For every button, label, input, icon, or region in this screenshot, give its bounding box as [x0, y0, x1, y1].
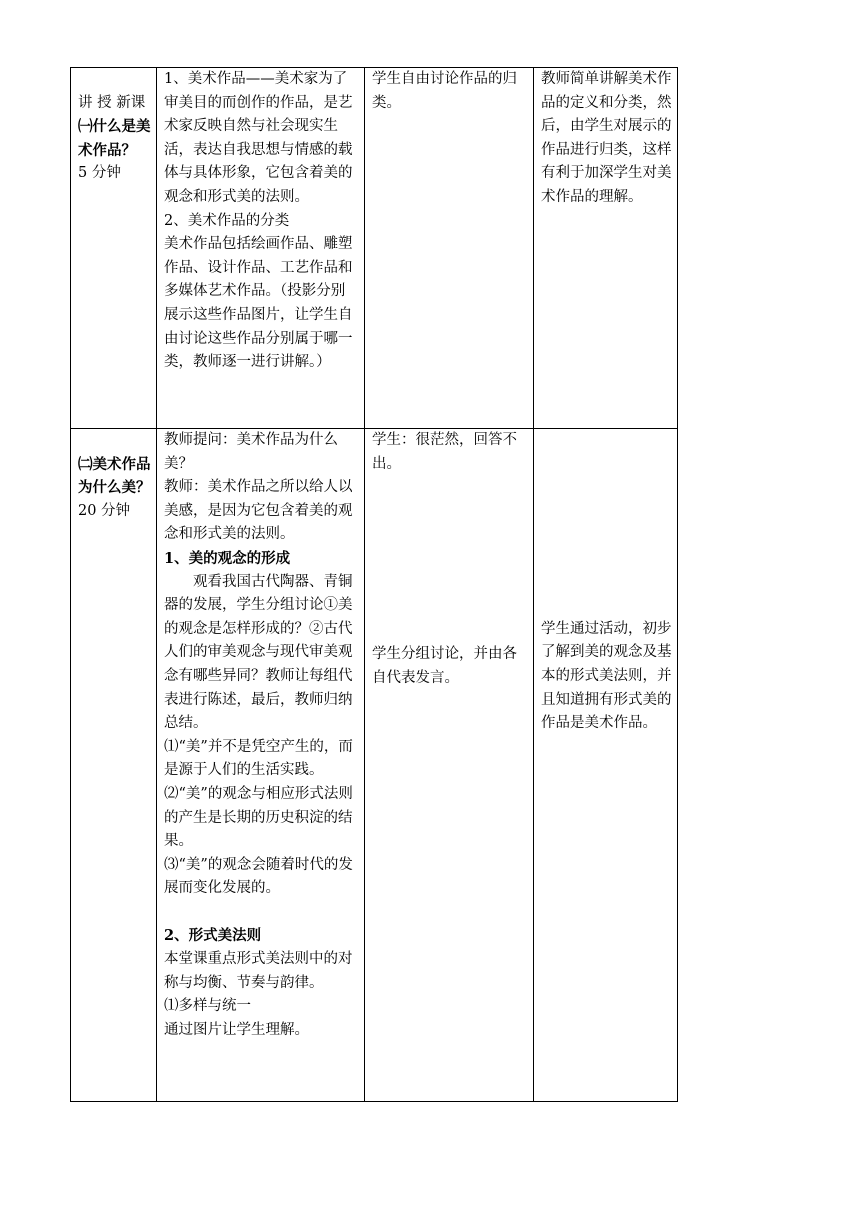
content-heading: 1、美的观念的形成 — [164, 549, 291, 567]
content-heading: 2、美术作品的分类 — [164, 212, 290, 229]
table-row — [71, 68, 678, 429]
content-cell — [157, 429, 365, 1102]
stage-label: 讲 授 新课 — [78, 94, 146, 111]
student-activity: 学生：很茫然，回答不出。 — [372, 432, 517, 472]
duration: 20 分钟 — [78, 502, 131, 519]
content-paragraph: 本堂课重点形式美法则中的对称与均衡、节奏与韵律。 — [164, 951, 353, 991]
student-activity-cell — [365, 429, 534, 1102]
design-intent-cell — [534, 68, 678, 429]
content-point: ⑵“美”的观念与相应形式法则的产生是长期的历史积淀的结果。 — [164, 785, 353, 850]
section-title: ㈡美术作品为什么美？ — [78, 455, 151, 497]
content-paragraph: 教师提问：美术作品为什么美？ — [164, 432, 338, 472]
design-intent: 教师简单讲解美术作品的定义和分类，然后，由学生对展示的作品进行归类，这样有利于加深学生对美术作品的理解。 — [541, 71, 672, 205]
table-row — [71, 429, 678, 1102]
content-paragraph: 观看我国古代陶器、青铜器的发展，学生分组讨论①美的观念是怎样形成的？②古代人们的审美观念与现代审美观念有哪些异同？教师让每组代表进行陈述，最后，教师归纳总结。 — [164, 573, 353, 732]
design-intent: 学生通过活动，初步了解到美的观念及基本的形式美法则，并且知道拥有形式美的作品是美术作品。 — [541, 620, 672, 732]
content-point: ⑶“美”的观念会随着时代的发展而变化发展的。 — [164, 856, 353, 897]
content-paragraph: 1、美术作品——美术家为了审美目的而创作的作品，是艺术家反映自然与社会现实生活，表达自我思想与情感的载体与具体形象，它包含着美的观念和形式美的法则。 — [164, 71, 353, 205]
content-point: ⑴“美”并不是凭空产生的，而是源于人们的生活实践。 — [164, 738, 353, 779]
content-cell — [157, 68, 365, 429]
stage-cell — [71, 68, 157, 429]
content-heading: 2、形式美法则 — [164, 927, 262, 945]
content-paragraph: 通过图片让学生理解。 — [164, 1021, 309, 1038]
design-intent-cell — [534, 429, 678, 1102]
stage-cell — [71, 429, 157, 1102]
student-activity: 学生分组讨论，并由各自代表发言。 — [372, 646, 517, 686]
content-point: ⑴多样与统一 — [164, 998, 251, 1015]
student-activity: 学生自由讨论作品的归类。 — [372, 71, 517, 111]
section-title: ㈠什么是美术作品？ — [78, 118, 151, 159]
content-paragraph: 教师：美术作品之所以给人以美感，是因为它包含着美的观念和形式美的法则。 — [164, 479, 353, 543]
content-paragraph: 美术作品包括绘画作品、雕塑作品、设计作品、工艺作品和多媒体艺术作品。（投影分别展示这些作品图片，让学生自由讨论这些作品分别属于哪一类，教师逐一进行讲解。） — [164, 236, 353, 371]
student-activity-cell — [365, 68, 534, 429]
lesson-plan-table — [70, 67, 678, 1102]
duration: 5 分钟 — [78, 165, 121, 182]
